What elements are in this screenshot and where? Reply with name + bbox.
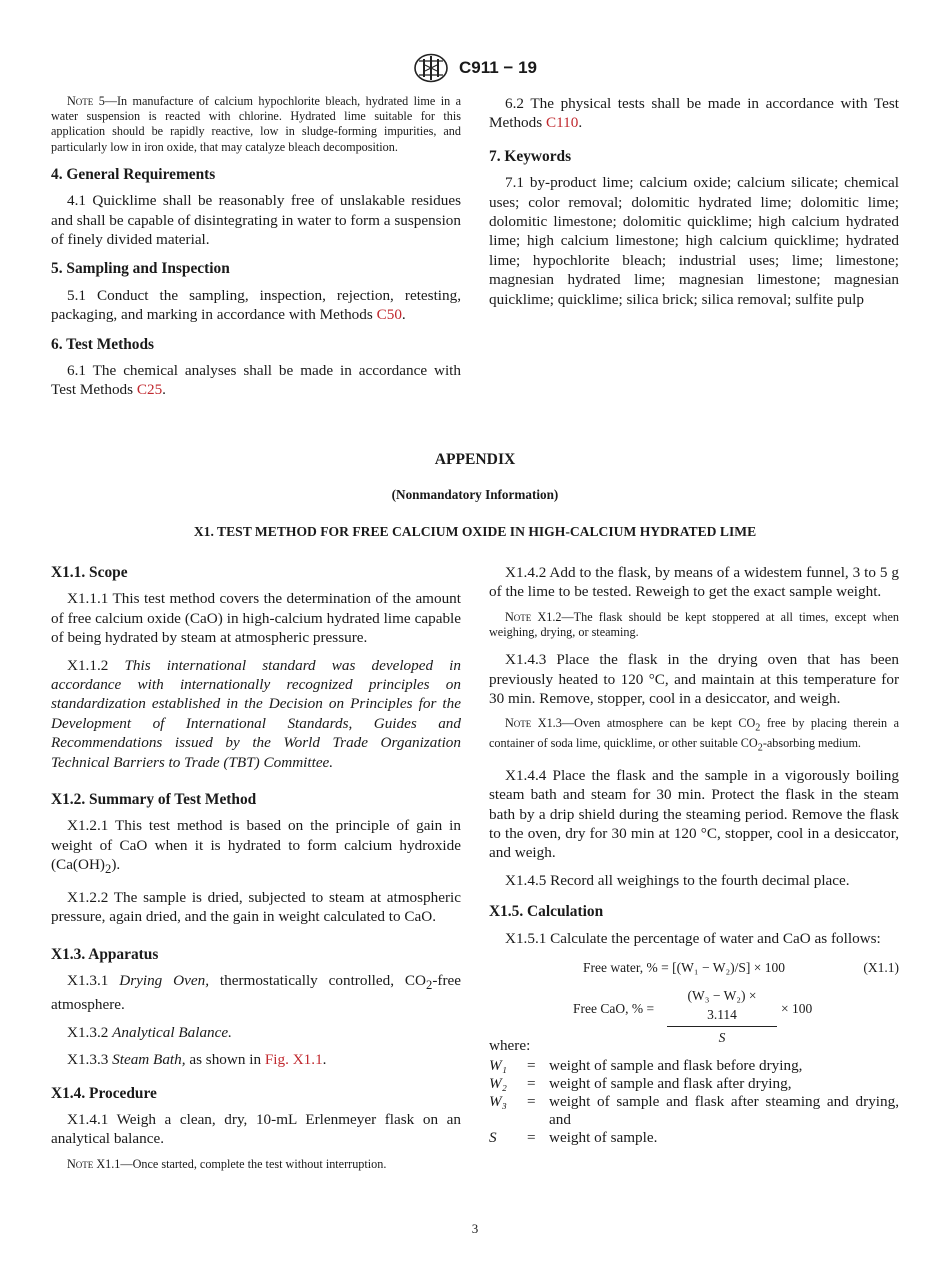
- x1-4-title: X1.4. Procedure: [51, 1084, 157, 1102]
- para-6-1: 6.1 The chemical analyses shall be made in accordance with Test Methods C25.: [51, 362, 461, 399]
- para-x1-4-5: X1.4.5 Record all weighings to the fourth decimal place.: [505, 871, 850, 889]
- para-x1-4-2: X1.4.2 Add to the flask, by means of a widestem funnel, 3 to 5 g of the lime to be tested. Reweigh to get the exact sample weight.: [489, 564, 899, 601]
- para-x1-1-2: X1.1.2 This international standard was developed in accordance with internationally recognized principles on standardization established in the Decision on Principles for the Development of International Standards, Guides and Recommendations issued by the World Trade Organization Technical Barriers to Trade (TBT) Committee.: [51, 656, 462, 771]
- standard-code: C911 − 19: [459, 58, 537, 77]
- note-x1-2: Note X1.2—The flask should be kept stoppered at all times, except when weighing, drying, or steaming.: [489, 609, 899, 640]
- note-5: Note 5—In manufacture of calcium hypochlorite bleach, hydrated lime in a water suspension is reacted with chlorine. Hydrated lime suitable for this application should be rapidly reactive, low in sludge-forming impurities, and particularly low in iron oxide, that may catalyze bleach decomposition.: [51, 94, 461, 154]
- para-x1-4-3: X1.4.3 Place the flask in the drying oven that has been previously heated to 120 °C, and maintain at this temperature for 30 min. Remove, stopper, cool in a desiccator, and weigh.: [489, 651, 899, 708]
- ref-fig-x1-1-link[interactable]: Fig. X1.1: [264, 1051, 323, 1069]
- right-column-top: [489, 94, 899, 317]
- equation-multiplier: × 100: [781, 1000, 813, 1016]
- definition-row: [489, 1057, 899, 1075]
- page-number: 3: [471, 1221, 479, 1236]
- para-x1-3-1: X1.3.1 Drying Oven, thermostatically controlled, $CO_2$-free atmosphere.: [51, 971, 462, 1014]
- page-header: [0, 53, 950, 83]
- note-x1-1: Note X1.1—Once started, complete the test without interruption.: [67, 1156, 387, 1171]
- definition-desc: weight of sample and flask after drying,: [549, 1075, 792, 1093]
- x1-5-title: X1.5. Calculation: [489, 903, 604, 921]
- definition-sym: W₃: [489, 1093, 507, 1111]
- astm-logo-icon: [413, 53, 449, 83]
- equation-numerator: (W₃ − W₂) × 3.114: [667, 986, 777, 1027]
- definition-row: [489, 1093, 899, 1129]
- section-5-title: 5. Sampling and Inspection: [51, 260, 230, 278]
- equation-fraction: [667, 986, 777, 1047]
- para-7-1: 7.1 by-product lime; calcium oxide; calcium silicate; chemical uses; color removal; dolomitic hydrated lime; dolomitic lime; dolomitic limestone; dolomitic quicklime; high calcium hydrated lime; high calcium limestone; high calcium quicklime; hydrated lime; hypochlorite bleach; industrial uses; lime; limestone; magnesian hydrated lime; magnesian limestone; magnesian quicklime; quicklime; silica brick; silica removal; sulfite pulp: [489, 174, 899, 308]
- para-x1-5-1: X1.5.1 Calculate the percentage of water and CaO as follows:: [505, 929, 881, 947]
- para-x1-4-4: X1.4.4 Place the flask and the sample in a vigorously boiling steam bath and steam for 30 min. Protect the flask in the steam bath by a drip shield during the steaming period. Remove the flask to the oven, dry for 30 min at 120 °C, stopper, cool in a desiccator, and weigh.: [489, 766, 899, 862]
- left-column-top: [51, 94, 461, 408]
- ref-c110-link[interactable]: C110: [545, 114, 579, 132]
- ref-c50-link[interactable]: C50: [376, 306, 402, 324]
- definition-desc: weight of sample.: [549, 1129, 658, 1147]
- para-x1-1-1: X1.1.1 This test method covers the determination of the amount of free calcium oxide (CaO) in high-calcium hydrated lime capable of being hydrated by steam at atmospheric pressure.: [51, 590, 461, 647]
- x1-title: X1. TEST METHOD FOR FREE CALCIUM OXIDE IN HIGH-CALCIUM HYDRATED LIME: [193, 524, 757, 539]
- definition-row: [489, 1075, 899, 1093]
- x1-1-title: X1.1. Scope: [51, 564, 128, 581]
- para-x1-2-2: X1.2.2 The sample is dried, subjected to steam at atmospheric pressure, again dried, and the gain in weight calculated to CaO.: [51, 888, 461, 926]
- note-x1-3: Note X1.3—Oven atmosphere can be kept $CO_2$ free by placing therein a container of soda lime, quicklime, or other suitable $CO_2$-absorbing medium.: [489, 716, 899, 754]
- para-x1-3-3: X1.3.3 Steam Bath, as shown in Fig. X1.1.: [67, 1051, 327, 1069]
- para-x1-3-2: X1.3.2 Analytical Balance.: [67, 1023, 232, 1041]
- para-x1-4-1: X1.4.1 Weigh a clean, dry, 10-mL Erlenmeyer flask on an analytical balance.: [51, 1111, 461, 1148]
- x1-2-title: X1.2. Summary of Test Method: [51, 791, 257, 809]
- x1-3-title: X1.3. Apparatus: [51, 945, 159, 963]
- section-4-title: 4. General Requirements: [51, 165, 216, 183]
- left-column-appendix: [51, 563, 461, 1182]
- definition-row: [489, 1129, 899, 1147]
- equation-free-water: Free water, % = [(W₁ − W₂)/S] × 100: [583, 959, 786, 975]
- where-label: where:: [489, 1036, 531, 1054]
- appendix-subtitle: (Nonmandatory Information): [391, 487, 559, 502]
- equation-number: (X1.1): [863, 959, 899, 975]
- definition-sym: W₂: [489, 1075, 507, 1093]
- definition-eq: =: [527, 1093, 536, 1111]
- definition-eq: =: [527, 1129, 536, 1147]
- section-6-title: 6. Test Methods: [51, 335, 155, 353]
- definition-sym: W₁: [489, 1057, 507, 1075]
- para-5-1: 5.1 Conduct the sampling, inspection, rejection, retesting, packaging, and marking in accordance with Methods C50.: [51, 286, 461, 324]
- definition-sym: S: [489, 1129, 497, 1147]
- appendix-title: APPENDIX: [434, 451, 516, 468]
- definition-desc: weight of sample and flask after steaming and drying, and: [549, 1093, 899, 1129]
- definition-eq: =: [527, 1075, 536, 1093]
- equation-x1-1: [489, 956, 899, 980]
- equation-denominator: S: [718, 1029, 726, 1045]
- right-column-appendix: [489, 563, 899, 1147]
- para-6-2: 6.2 The physical tests shall be made in accordance with Test Methods C110.: [489, 95, 899, 132]
- definition-desc: weight of sample and flask before drying,: [549, 1057, 803, 1075]
- para-x1-2-1: X1.2.1 This test method is based on the principle of gain in weight of CaO when it is hydrated to form calcium hydroxide $(Ca(OH)_2)$.: [51, 817, 461, 877]
- variable-definitions: [489, 1057, 899, 1147]
- section-7-title: 7. Keywords: [489, 147, 572, 165]
- definition-eq: =: [527, 1057, 536, 1075]
- ref-c25-link[interactable]: C25: [136, 381, 163, 399]
- equation-free-cao-label: Free CaO, % =: [573, 1000, 655, 1016]
- para-4-1: 4.1 Quicklime shall be reasonably free of unslakable residues and shall be capable of disintegrating in water to form a suspension of finely divided material.: [51, 192, 461, 249]
